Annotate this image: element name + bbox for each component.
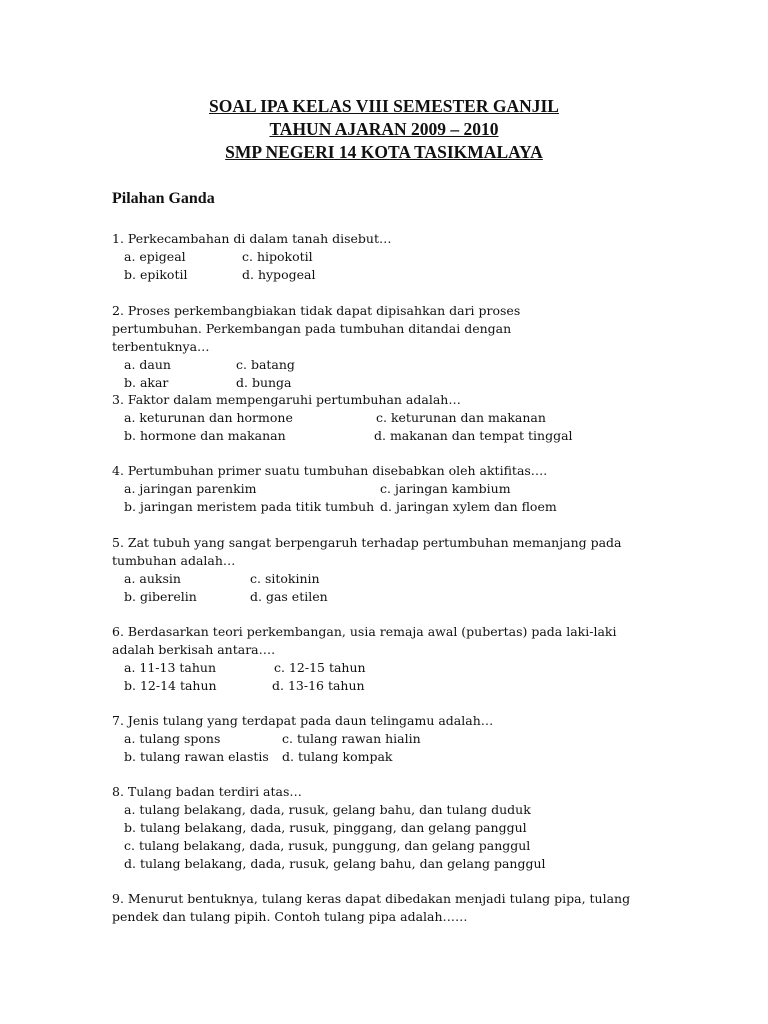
option-a: a. epigeal	[124, 249, 186, 264]
option-row	[112, 427, 672, 445]
option-d: d. 13-16 tahun	[272, 678, 365, 693]
option-c: c. 12-15 tahun	[274, 660, 366, 675]
section-title: Pilahan Ganda	[112, 190, 215, 207]
question-7	[112, 712, 672, 766]
option-row	[112, 730, 672, 748]
option-row	[112, 801, 672, 819]
option-row	[112, 837, 672, 855]
option-a: a. tulang belakang, dada, rusuk, gelang bahu, dan tulang duduk	[124, 802, 531, 817]
option-a: a. daun	[124, 357, 171, 372]
question-text: 2. Proses perkembangbiakan tidak dapat dipisahkan dari proses pertumbuhan. Perkembangan pada tumbuhan ditandai dengan terbentuknya…	[112, 303, 525, 354]
question-1	[112, 230, 672, 284]
question-6	[112, 623, 642, 695]
question-4	[112, 462, 672, 516]
option-d: d. makanan dan tempat tinggal	[374, 428, 573, 443]
question-text: 9. Menurut bentuknya, tulang keras dapat dibedakan menjadi tulang pipa, tulang pendek dan tulang pipih. Contoh tulang pipa adalah……	[112, 891, 635, 924]
question-3	[112, 391, 672, 445]
option-b: b. giberelin	[124, 589, 197, 604]
option-b: b. tulang rawan elastis	[124, 749, 269, 764]
question-text: 6. Berdasarkan teori perkembangan, usia remaja awal (pubertas) pada laki-laki adalah berkisah antara….	[112, 624, 621, 657]
option-row	[112, 498, 672, 516]
option-d: d. gas etilen	[250, 589, 328, 604]
header-school-name: SMP NEGERI 14 KOTA TASIKMALAYA	[225, 142, 543, 162]
option-b: b. tulang belakang, dada, rusuk, pinggang, dan gelang panggul	[124, 820, 527, 835]
option-row	[112, 374, 592, 392]
header-school-year: TAHUN AJARAN 2009 – 2010	[269, 119, 499, 139]
question-text: 5. Zat tubuh yang sangat berpengaruh terhadap pertumbuhan memanjang pada tumbuhan adalah…	[112, 535, 626, 568]
option-c: c. jaringan kambium	[380, 481, 511, 496]
option-row	[112, 248, 672, 266]
option-b: b. hormone dan makanan	[124, 428, 286, 443]
option-b: b. epikotil	[124, 267, 188, 282]
option-d: d. bunga	[236, 375, 292, 390]
option-b: b. jaringan meristem pada titik tumbuh	[124, 499, 375, 514]
option-row	[112, 356, 592, 374]
option-row	[112, 659, 642, 677]
option-c: c. hipokotil	[242, 249, 313, 264]
option-row	[112, 855, 672, 873]
option-c: c. keturunan dan makanan	[376, 410, 546, 425]
question-9	[112, 890, 652, 926]
question-2	[112, 302, 592, 392]
option-a: a. jaringan parenkim	[124, 481, 257, 496]
option-d: d. jaringan xylem dan floem	[380, 499, 557, 514]
option-a: a. 11-13 tahun	[124, 660, 217, 675]
option-a: a. tulang spons	[124, 731, 221, 746]
option-a: a. keturunan dan hormone	[124, 410, 293, 425]
question-8	[112, 783, 672, 873]
option-b: b. 12-14 tahun	[124, 678, 217, 693]
option-row	[112, 480, 672, 498]
document-header	[0, 95, 768, 164]
option-d: d. tulang kompak	[282, 749, 393, 764]
question-text: 4. Pertumbuhan primer suatu tumbuhan disebabkan oleh aktifitas….	[112, 463, 548, 478]
option-row	[112, 266, 672, 284]
option-row	[112, 819, 672, 837]
header-title: SOAL IPA KELAS VIII SEMESTER GANJIL	[209, 96, 559, 116]
option-c: c. sitokinin	[250, 571, 320, 586]
option-d: d. tulang belakang, dada, rusuk, gelang bahu, dan gelang panggul	[124, 856, 546, 871]
option-row	[112, 409, 672, 427]
option-b: b. akar	[124, 375, 169, 390]
option-row	[112, 570, 660, 588]
option-d: d. hypogeal	[242, 267, 316, 282]
option-c: c. batang	[236, 357, 295, 372]
option-c: c. tulang rawan hialin	[282, 731, 421, 746]
option-a: a. auksin	[124, 571, 181, 586]
option-row	[112, 677, 642, 695]
option-c: c. tulang belakang, dada, rusuk, punggung, dan gelang panggul	[124, 838, 531, 853]
option-row	[112, 588, 660, 606]
question-text: 7. Jenis tulang yang terdapat pada daun telingamu adalah…	[112, 713, 494, 728]
question-text: 8. Tulang badan terdiri atas…	[112, 784, 302, 799]
question-5	[112, 534, 660, 606]
question-text: 1. Perkecambahan di dalam tanah disebut…	[112, 231, 392, 246]
option-row	[112, 748, 672, 766]
question-text: 3. Faktor dalam mempengaruhi pertumbuhan adalah…	[112, 392, 461, 407]
